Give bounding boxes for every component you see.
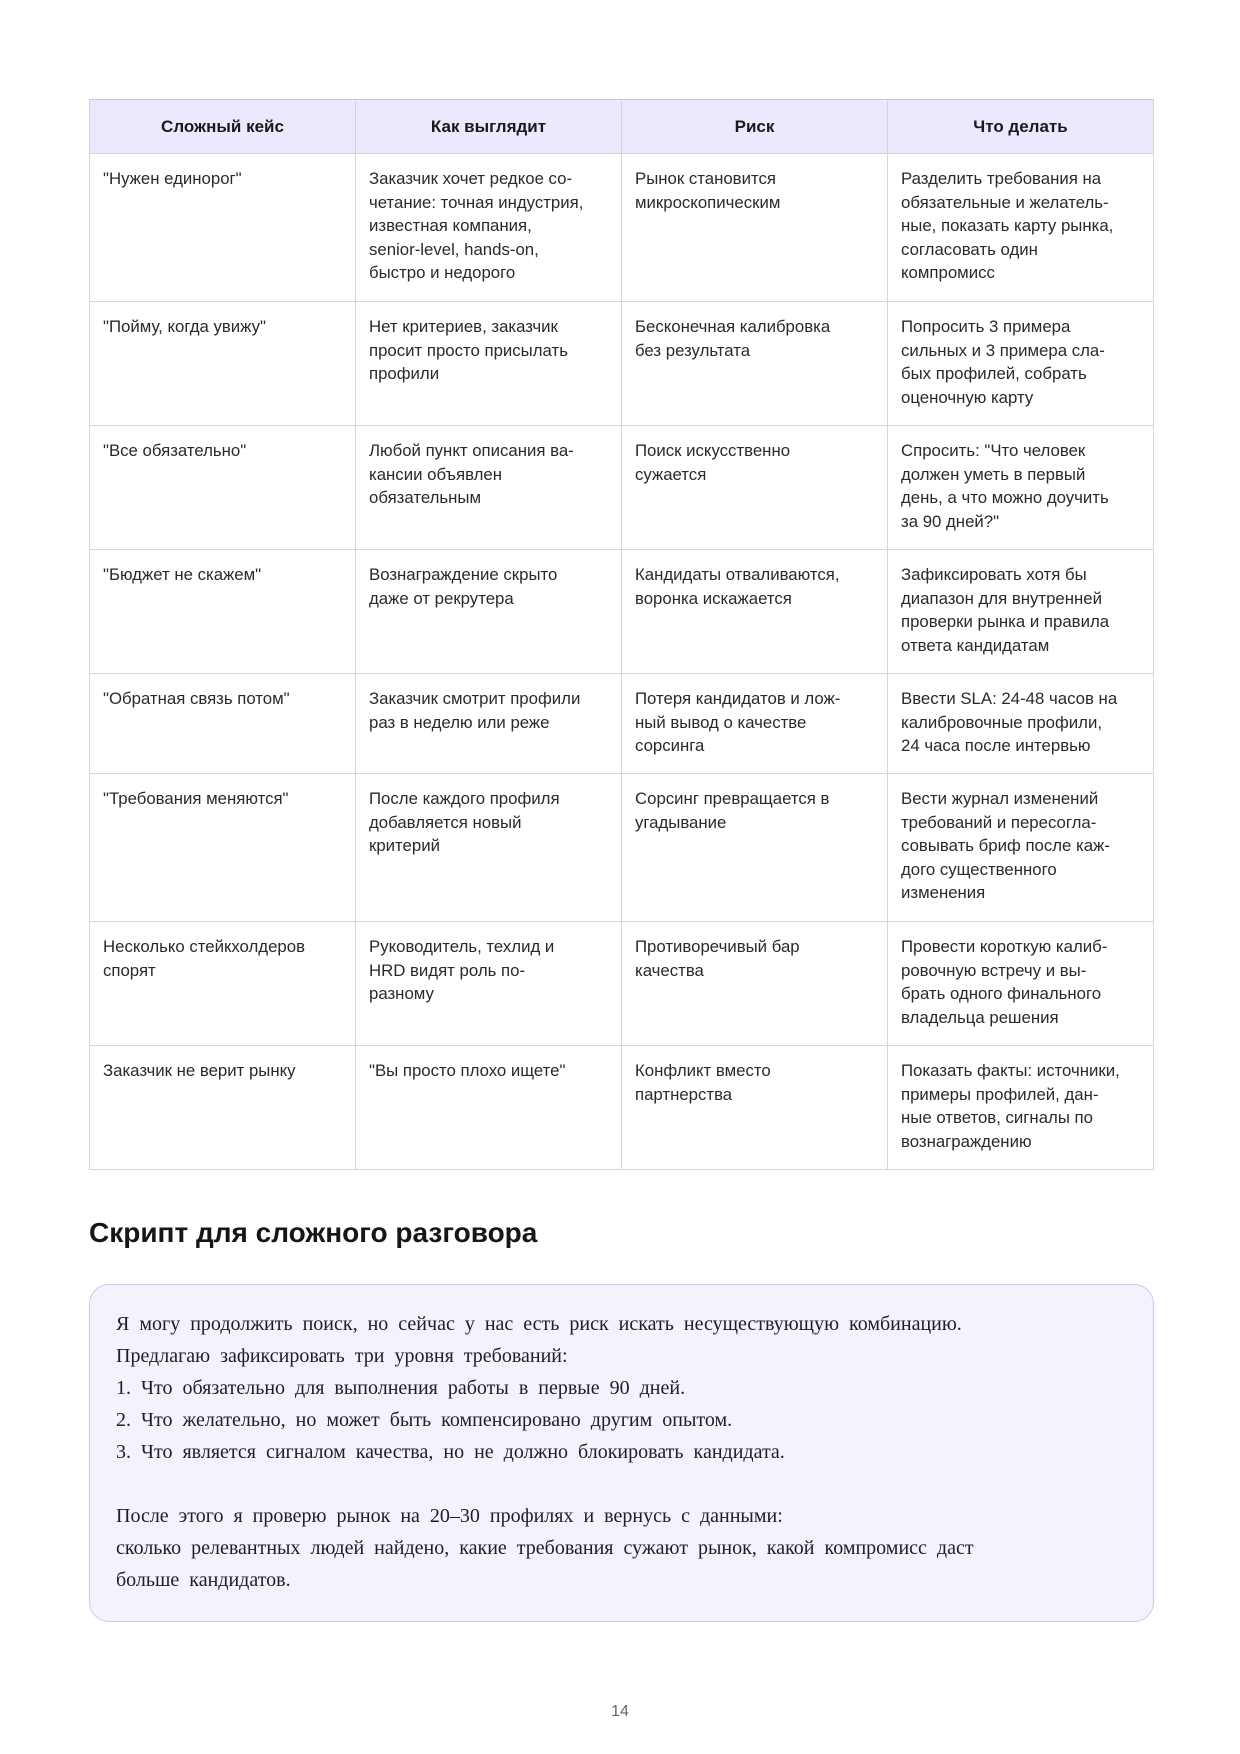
table-row xyxy=(90,154,1154,302)
table-cell-action: Попросить 3 примера сильных и 3 примера сла- бых профилей, собрать оценочную карту xyxy=(888,302,1154,426)
table-row xyxy=(90,674,1154,774)
script-line: 3. Что является сигналом качества, но не должно блокировать кандидата. xyxy=(116,1441,785,1463)
header-how-it-looks: Как выглядит xyxy=(356,100,622,154)
script-line: больше кандидатов. xyxy=(116,1569,291,1591)
table-cell-action: Вести журнал изменений требований и пересогла- совывать бриф после каж- дого существенного изменения xyxy=(888,774,1154,922)
table-cell-risk: Рынок становится микроскопическим xyxy=(622,154,888,302)
table-cell-risk: Поиск искусственно сужается xyxy=(622,426,888,550)
conversation-script-box xyxy=(89,1284,1154,1622)
table-cell-looks: После каждого профиля добавляется новый критерий xyxy=(356,774,622,922)
table-cell-looks: Заказчик хочет редкое со- четание: точная индустрия, известная компания, senior-level, hands-on, быстро и недорого xyxy=(356,154,622,302)
table-cell-risk: Бесконечная калибровка без результата xyxy=(622,302,888,426)
table-cell-looks: Заказчик смотрит профили раз в неделю или реже xyxy=(356,674,622,774)
table-cell-case: "Пойму, когда увижу" xyxy=(90,302,356,426)
header-risk: Риск xyxy=(622,100,888,154)
table-cell-action: Разделить требования на обязательные и желатель- ные, показать карту рынка, согласовать один компромисс xyxy=(888,154,1154,302)
table-header-row xyxy=(90,100,1154,154)
difficult-cases-table-container xyxy=(89,99,1154,1170)
table-row xyxy=(90,774,1154,922)
script-line: 1. Что обязательно для выполнения работы в первые 90 дней. xyxy=(116,1377,686,1399)
table-cell-case: "Требования меняются" xyxy=(90,774,356,922)
table-cell-action: Спросить: "Что человек должен уметь в первый день, а что можно доучить за 90 дней?" xyxy=(888,426,1154,550)
table-cell-action: Провести короткую калиб- ровочную встречу и вы- брать одного финального владельца решения xyxy=(888,922,1154,1046)
table-cell-case: Несколько стейкхолдеров спорят xyxy=(90,922,356,1046)
page-number: 14 xyxy=(611,1703,629,1720)
table-row xyxy=(90,922,1154,1046)
table-cell-looks: "Вы просто плохо ищете" xyxy=(356,1046,622,1170)
table-row xyxy=(90,426,1154,550)
table-row xyxy=(90,550,1154,674)
script-line: Предлагаю зафиксировать три уровня требований: xyxy=(116,1345,568,1367)
table-row xyxy=(90,1046,1154,1170)
table-cell-risk: Конфликт вместо партнерства xyxy=(622,1046,888,1170)
table-cell-looks: Вознаграждение скрыто даже от рекрутера xyxy=(356,550,622,674)
table-cell-risk: Сорсинг превращается в угадывание xyxy=(622,774,888,922)
script-blank-line xyxy=(116,1468,1127,1500)
table-cell-looks: Любой пункт описания ва- кансии объявлен обязательным xyxy=(356,426,622,550)
table-cell-risk: Потеря кандидатов и лож- ный вывод о качестве сорсинга xyxy=(622,674,888,774)
table-cell-action: Показать факты: источники, примеры профилей, дан- ные ответов, сигналы по вознаграждению xyxy=(888,1046,1154,1170)
header-what-to-do: Что делать xyxy=(888,100,1154,154)
table-cell-looks: Нет критериев, заказчик просит просто присылать профили xyxy=(356,302,622,426)
table-cell-case: "Бюджет не скажем" xyxy=(90,550,356,674)
script-line: 2. Что желательно, но может быть компенсировано другим опытом. xyxy=(116,1409,733,1431)
script-line: Я могу продолжить поиск, но сейчас у нас есть риск искать несуществующую комбинацию. xyxy=(116,1313,962,1335)
header-difficult-case: Сложный кейс xyxy=(90,100,356,154)
table-cell-case: Заказчик не верит рынку xyxy=(90,1046,356,1170)
script-line: После этого я проверю рынок на 20–30 профилях и вернусь с данными: xyxy=(116,1505,783,1527)
difficult-cases-table xyxy=(89,99,1154,1170)
table-cell-case: "Нужен единорог" xyxy=(90,154,356,302)
table-cell-risk: Противоречивый бар качества xyxy=(622,922,888,1046)
table-cell-risk: Кандидаты отваливаются, воронка искажается xyxy=(622,550,888,674)
table-cell-action: Зафиксировать хотя бы диапазон для внутренней проверки рынка и правила ответа кандидатам xyxy=(888,550,1154,674)
table-cell-looks: Руководитель, техлид и HRD видят роль по- разному xyxy=(356,922,622,1046)
table-cell-case: "Все обязательно" xyxy=(90,426,356,550)
table-cell-action: Ввести SLA: 24-48 часов на калибровочные профили, 24 часа после интервью xyxy=(888,674,1154,774)
table-cell-case: "Обратная связь потом" xyxy=(90,674,356,774)
table-row xyxy=(90,302,1154,426)
section-title: Скрипт для сложного разговора xyxy=(89,1217,538,1248)
script-line: сколько релевантных людей найдено, какие требования сужают рынок, какой компромисс даст xyxy=(116,1537,974,1559)
